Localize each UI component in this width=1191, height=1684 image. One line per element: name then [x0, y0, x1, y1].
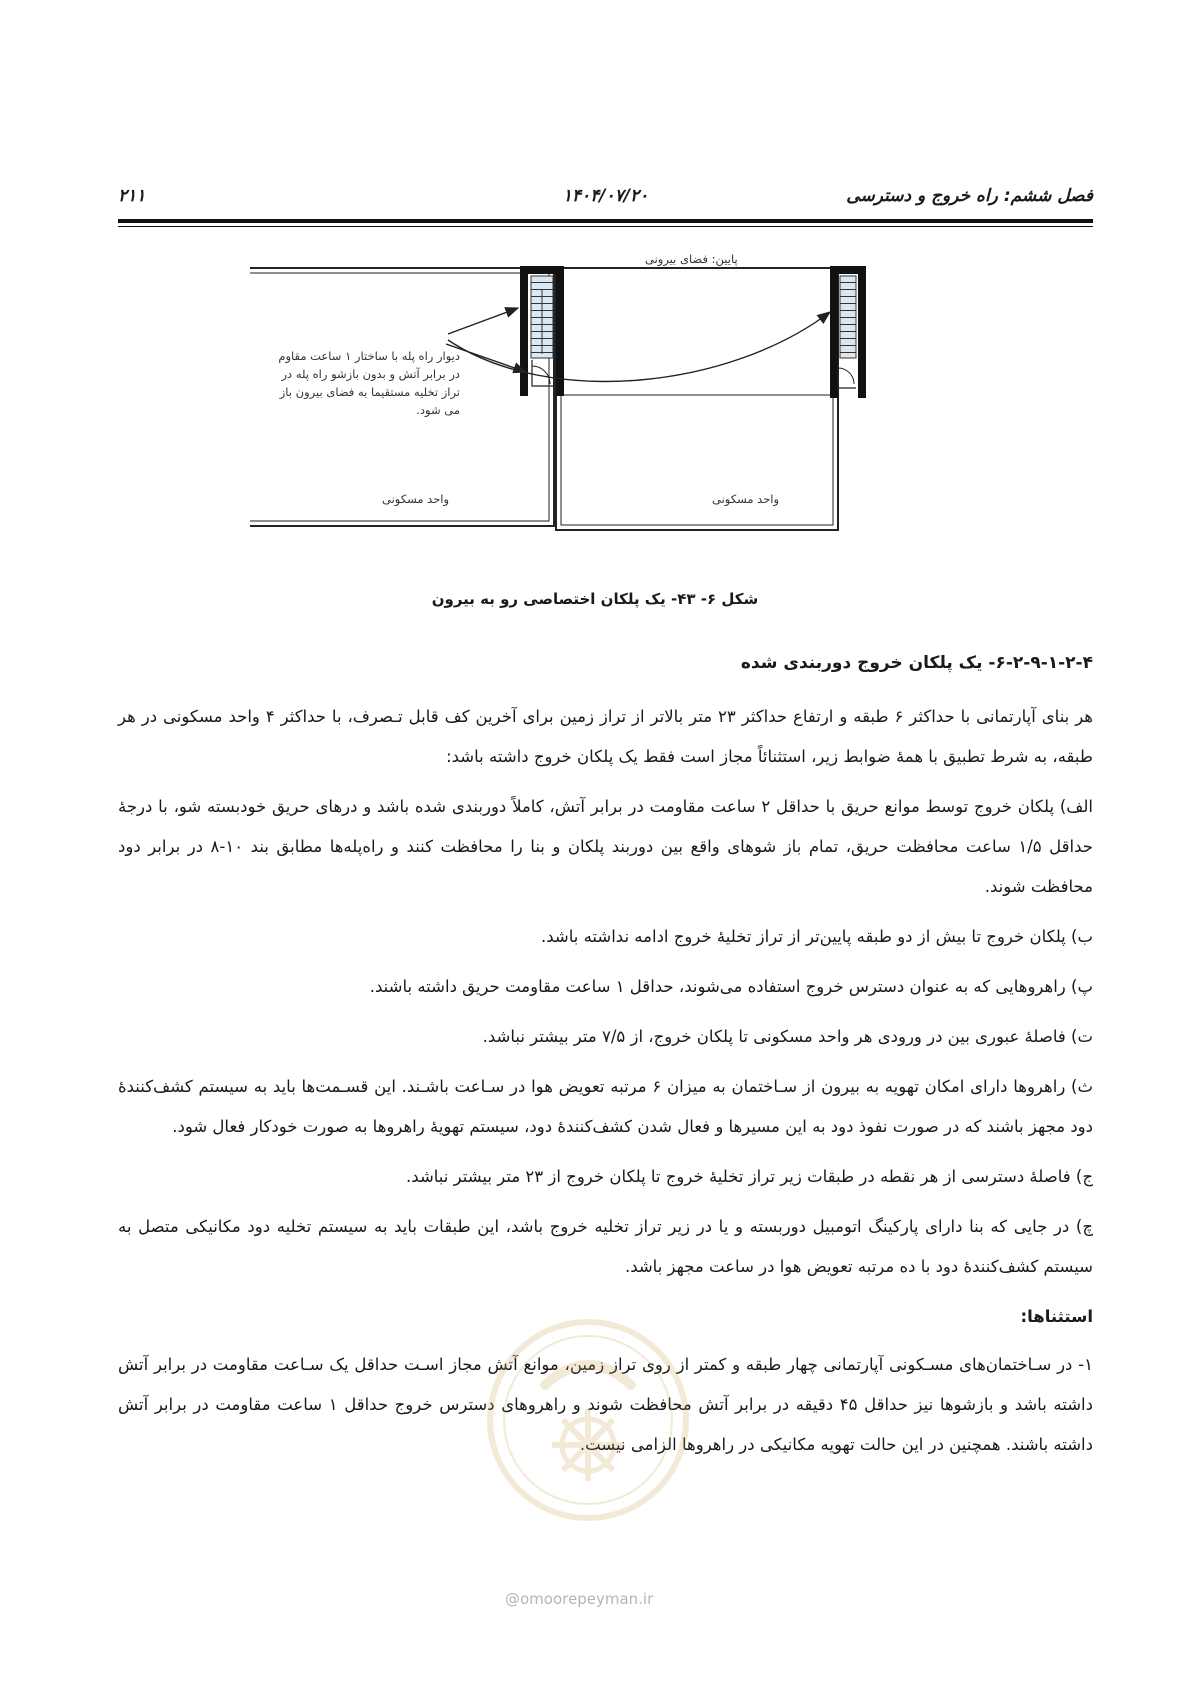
chapter-title: فصل ششم: راه خروج و دسترسی	[846, 186, 1093, 206]
exception-item: ۱- در سـاختمان‌های مسـکونی آپارتمانی چهار طبقه و کمتر از روی تراز زمین، موانع آتش مجاز اسـت حداقل یک سـاعت مقاومت در برابر آتش داشته باشد و بازشوها نیز حداقل ۴۵ دقیقه در برابر آتش محافظت شوند و راهروهای دسترس خروج حداقل ۱ ساعت مقاومت در برابر آتش داشته باشند. همچنین در این حالت تهویه مکانیکی در راهروها الزامی نیست.	[118, 1355, 1093, 1454]
right-unit-outline	[556, 268, 838, 530]
figure-caption: شکل ۶- ۴۳- یک پلکان اختصاصی رو به بیرون	[431, 590, 759, 608]
figure-top-label: پایین: فضای بیرونی	[645, 252, 738, 266]
requirement-item: پ) راهروهایی که به عنوان دسترس خروج استفاده می‌شوند، حداقل ۱ ساعت مقاومت حریق داشته باشند.	[369, 977, 1093, 996]
header-rule-thin	[118, 226, 1093, 227]
requirement-item: ث) راهروها دارای امکان تهویه به بیرون از سـاختمان به میزان ۶ مرتبه تعویض هوا در سـاعت باشـند. این قسـمت‌ها باید به سیستم کشف‌کنندهٔ دود مجهز باشند که در صورت نفوذ دود به این مسیرها و فعال شدن کشف‌کنندهٔ دود، سیستم تهویهٔ راهروها به صورت خودکار فعال شود.	[118, 1077, 1093, 1136]
watermark-site: @omoorepeyman.ir	[505, 1590, 654, 1608]
page-number: ۲۱۱	[118, 186, 146, 206]
watermark-seal-logo	[483, 1315, 693, 1525]
requirement-item: ج) فاصلهٔ دسترسی از هر نقطه در طبقات زیر تراز تخلیهٔ خروج تا پلکان خروج از ۲۳ متر بیشتر نباشد.	[406, 1167, 1093, 1186]
header-date: ۱۴۰۴/۰۷/۲۰	[562, 186, 649, 206]
intro-paragraph: هر بنای آپارتمانی با حداکثر ۶ طبقه و ارتفاع حداکثر ۲۳ متر بالاتر از تراز زمین برای آخرین کف قابل تـصرف، با حداکثر ۴ واحد مسکونی در هر طبقه، به شرط تطبیق با همهٔ ضوابط زیر، استثنائاً مجاز است فقط یک پلکان خروج داشته باشد:	[118, 707, 1093, 766]
unit-label-right: واحد مسکونی	[712, 492, 780, 506]
exceptions-heading: استثناها:	[1020, 1307, 1093, 1326]
stair-plan-figure	[250, 248, 930, 578]
requirement-item: ب) پلکان خروج تا بیش از دو طبقه پایین‌تر از تراز تخلیهٔ خروج ادامه نداشته باشد.	[540, 927, 1093, 946]
header-rule-thick	[118, 219, 1093, 223]
requirement-item: چ) در جایی که بنا دارای پارکینگ اتومبیل دوربسته و یا در زیر تراز تخلیه خروج باشد، این طبقات باید به سیستم تخلیه دود مکانیکی متصل به سیستم کشف‌کنندهٔ دود با ده مرتبه تعویض هوا در ساعت مجهز باشد.	[118, 1217, 1093, 1276]
running-header	[118, 186, 1093, 216]
leader-arrows	[446, 308, 830, 381]
section-heading: ۶-۲-۹-۱-۲-۴- یک پلکان خروج دوربندی شده	[740, 653, 1093, 673]
unit-label-left: واحد مسکونی	[382, 492, 450, 506]
requirement-item: الف) پلکان خروج توسط موانع حریق با حداقل ۲ ساعت مقاومت در برابر آتش، کاملاً دوربندی شده باشد و درهای حریق خودبسته شو، با درجهٔ حداقل ۱/۵ ساعت محافظت حریق، تمام باز شوهای واقع بین دوربند پلکان و بنا را محافظت کنند و راه‌پله‌ها مطابق بند ۱۰-۸ در برابر دود محافظت شوند.	[118, 797, 1093, 896]
requirement-item: ت) فاصلهٔ عبوری بین در ورودی هر واحد مسکونی تا پلکان خروج، از ۷/۵ متر بیشتر نباشد.	[482, 1027, 1093, 1046]
figure-note: دیوار راه پله با ساختار ۱ ساعت مقاوم در برابر آتش و بدون بازشو راه پله در تراز تخلیه مستقیما به فضای بیرون باز می شود.	[278, 349, 460, 417]
right-stair-shaft	[830, 266, 866, 398]
